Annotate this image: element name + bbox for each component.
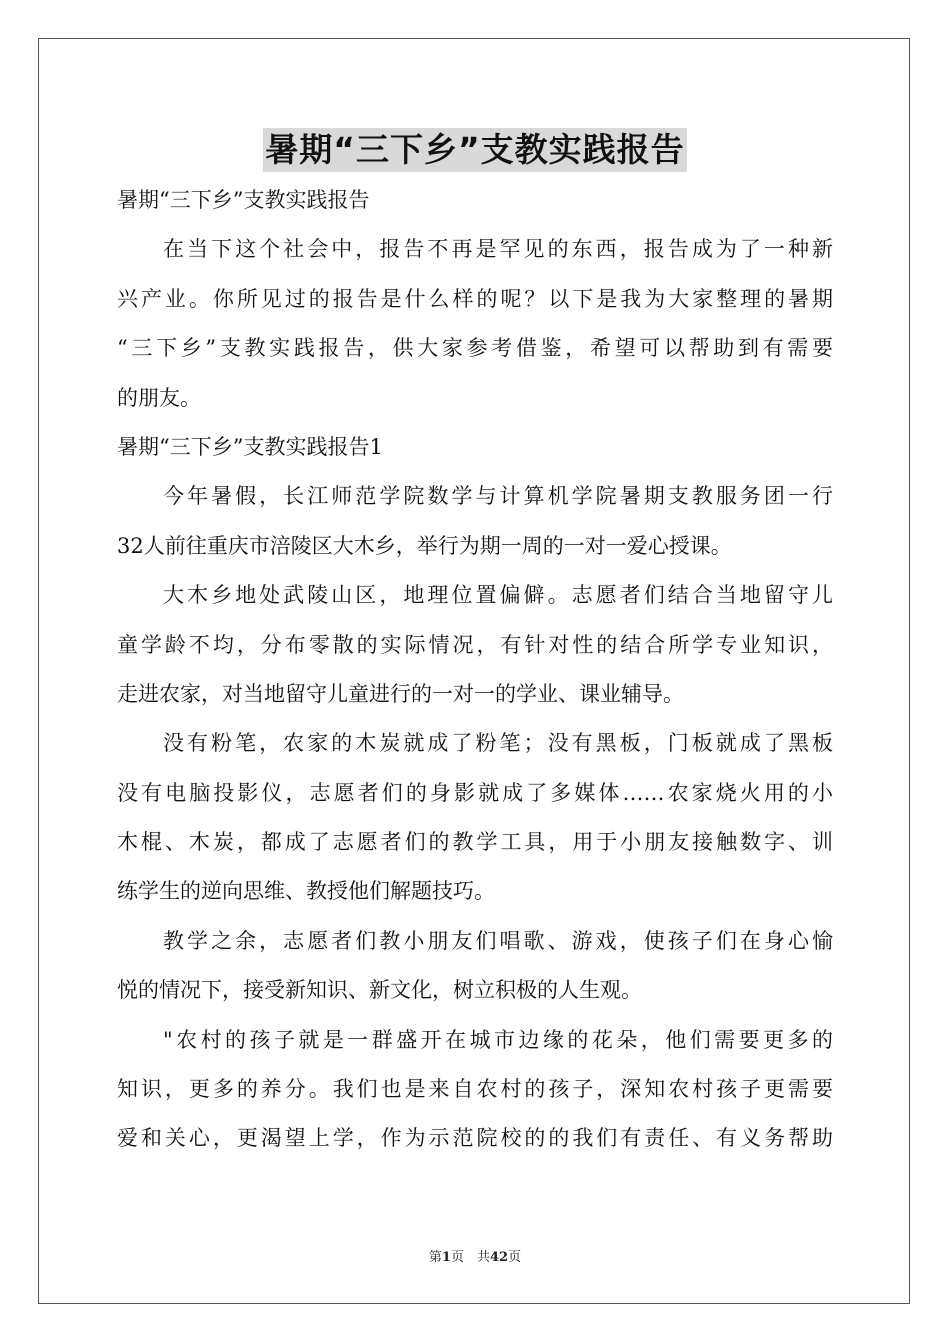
footer-suffix: 页 [508,1250,522,1265]
document-title: 暑期“三下乡”支教实践报告 [263,128,686,172]
text-line: 大木乡地处武陵山区，地理位置偏僻。志愿者们结合当地留守儿 [163,583,833,608]
footer-page-number: 1 [441,1250,451,1265]
footer-total-pages: 42 [489,1250,509,1265]
text-line: "农村的孩子就是一群盛开在城市边缘的花朵，他们需要更多的 [163,1027,833,1052]
text-line: 兴产业。你所见过的报告是什么样的呢？以下是我为大家整理的暑期 [117,286,833,311]
text-line: 知识，更多的养分。我们也是来自农村的孩子，深知农村孩子更需要 [117,1077,833,1102]
text-line: 教学之余，志愿者们教小朋友们唱歌、游戏，使孩子们在身心愉 [163,928,833,953]
text-line: 走进农家，对当地留守儿童进行的一对一的学业、课业辅导。 [117,681,684,706]
text-line: 童学龄不均，分布零散的实际情况，有针对性的结合所学专业知识， [117,632,833,657]
text-line: 练学生的逆向思维、教授他们解题技巧。 [117,879,495,904]
text-line: 木棍、木炭，都成了志愿者们的教学工具，用于小朋友接触数字、训 [117,830,833,855]
text-line: “三下乡”支教实践报告，供大家参考借鉴，希望可以帮助到有需要 [117,336,833,361]
text-line: 今年暑假，长江师范学院数学与计算机学院暑期支教服务团一行 [163,484,833,509]
text-line: 在当下这个社会中，报告不再是罕见的东西，报告成为了一种新 [163,237,833,262]
footer-mid: 页 共 [450,1250,490,1265]
text-line: 爱和关心，更渴望上学，作为示范院校的的我们有责任、有义务帮助 [117,1126,833,1151]
text-line: 32人前往重庆市涪陵区大木乡，举行为期一周的一对一爱心授课。 [117,533,732,558]
text-line: 没有粉笔，农家的木炭就成了粉笔；没有黑板，门板就成了黑板 [163,731,833,756]
footer-prefix: 第 [428,1250,442,1265]
text-line: 的朋友。 [117,385,201,410]
document-body [117,176,833,1164]
page-footer [0,1246,950,1265]
text-line: 暑期“三下乡”支教实践报告1 [117,434,383,459]
text-line: 暑期“三下乡”支教实践报告 [117,188,370,212]
title-container [0,128,950,172]
text-line: 没有电脑投影仪，志愿者们的身影就成了多媒体……农家烧火用的小 [117,780,833,805]
text-line: 悦的情况下，接受新知识、新文化，树立积极的人生观。 [117,978,642,1003]
